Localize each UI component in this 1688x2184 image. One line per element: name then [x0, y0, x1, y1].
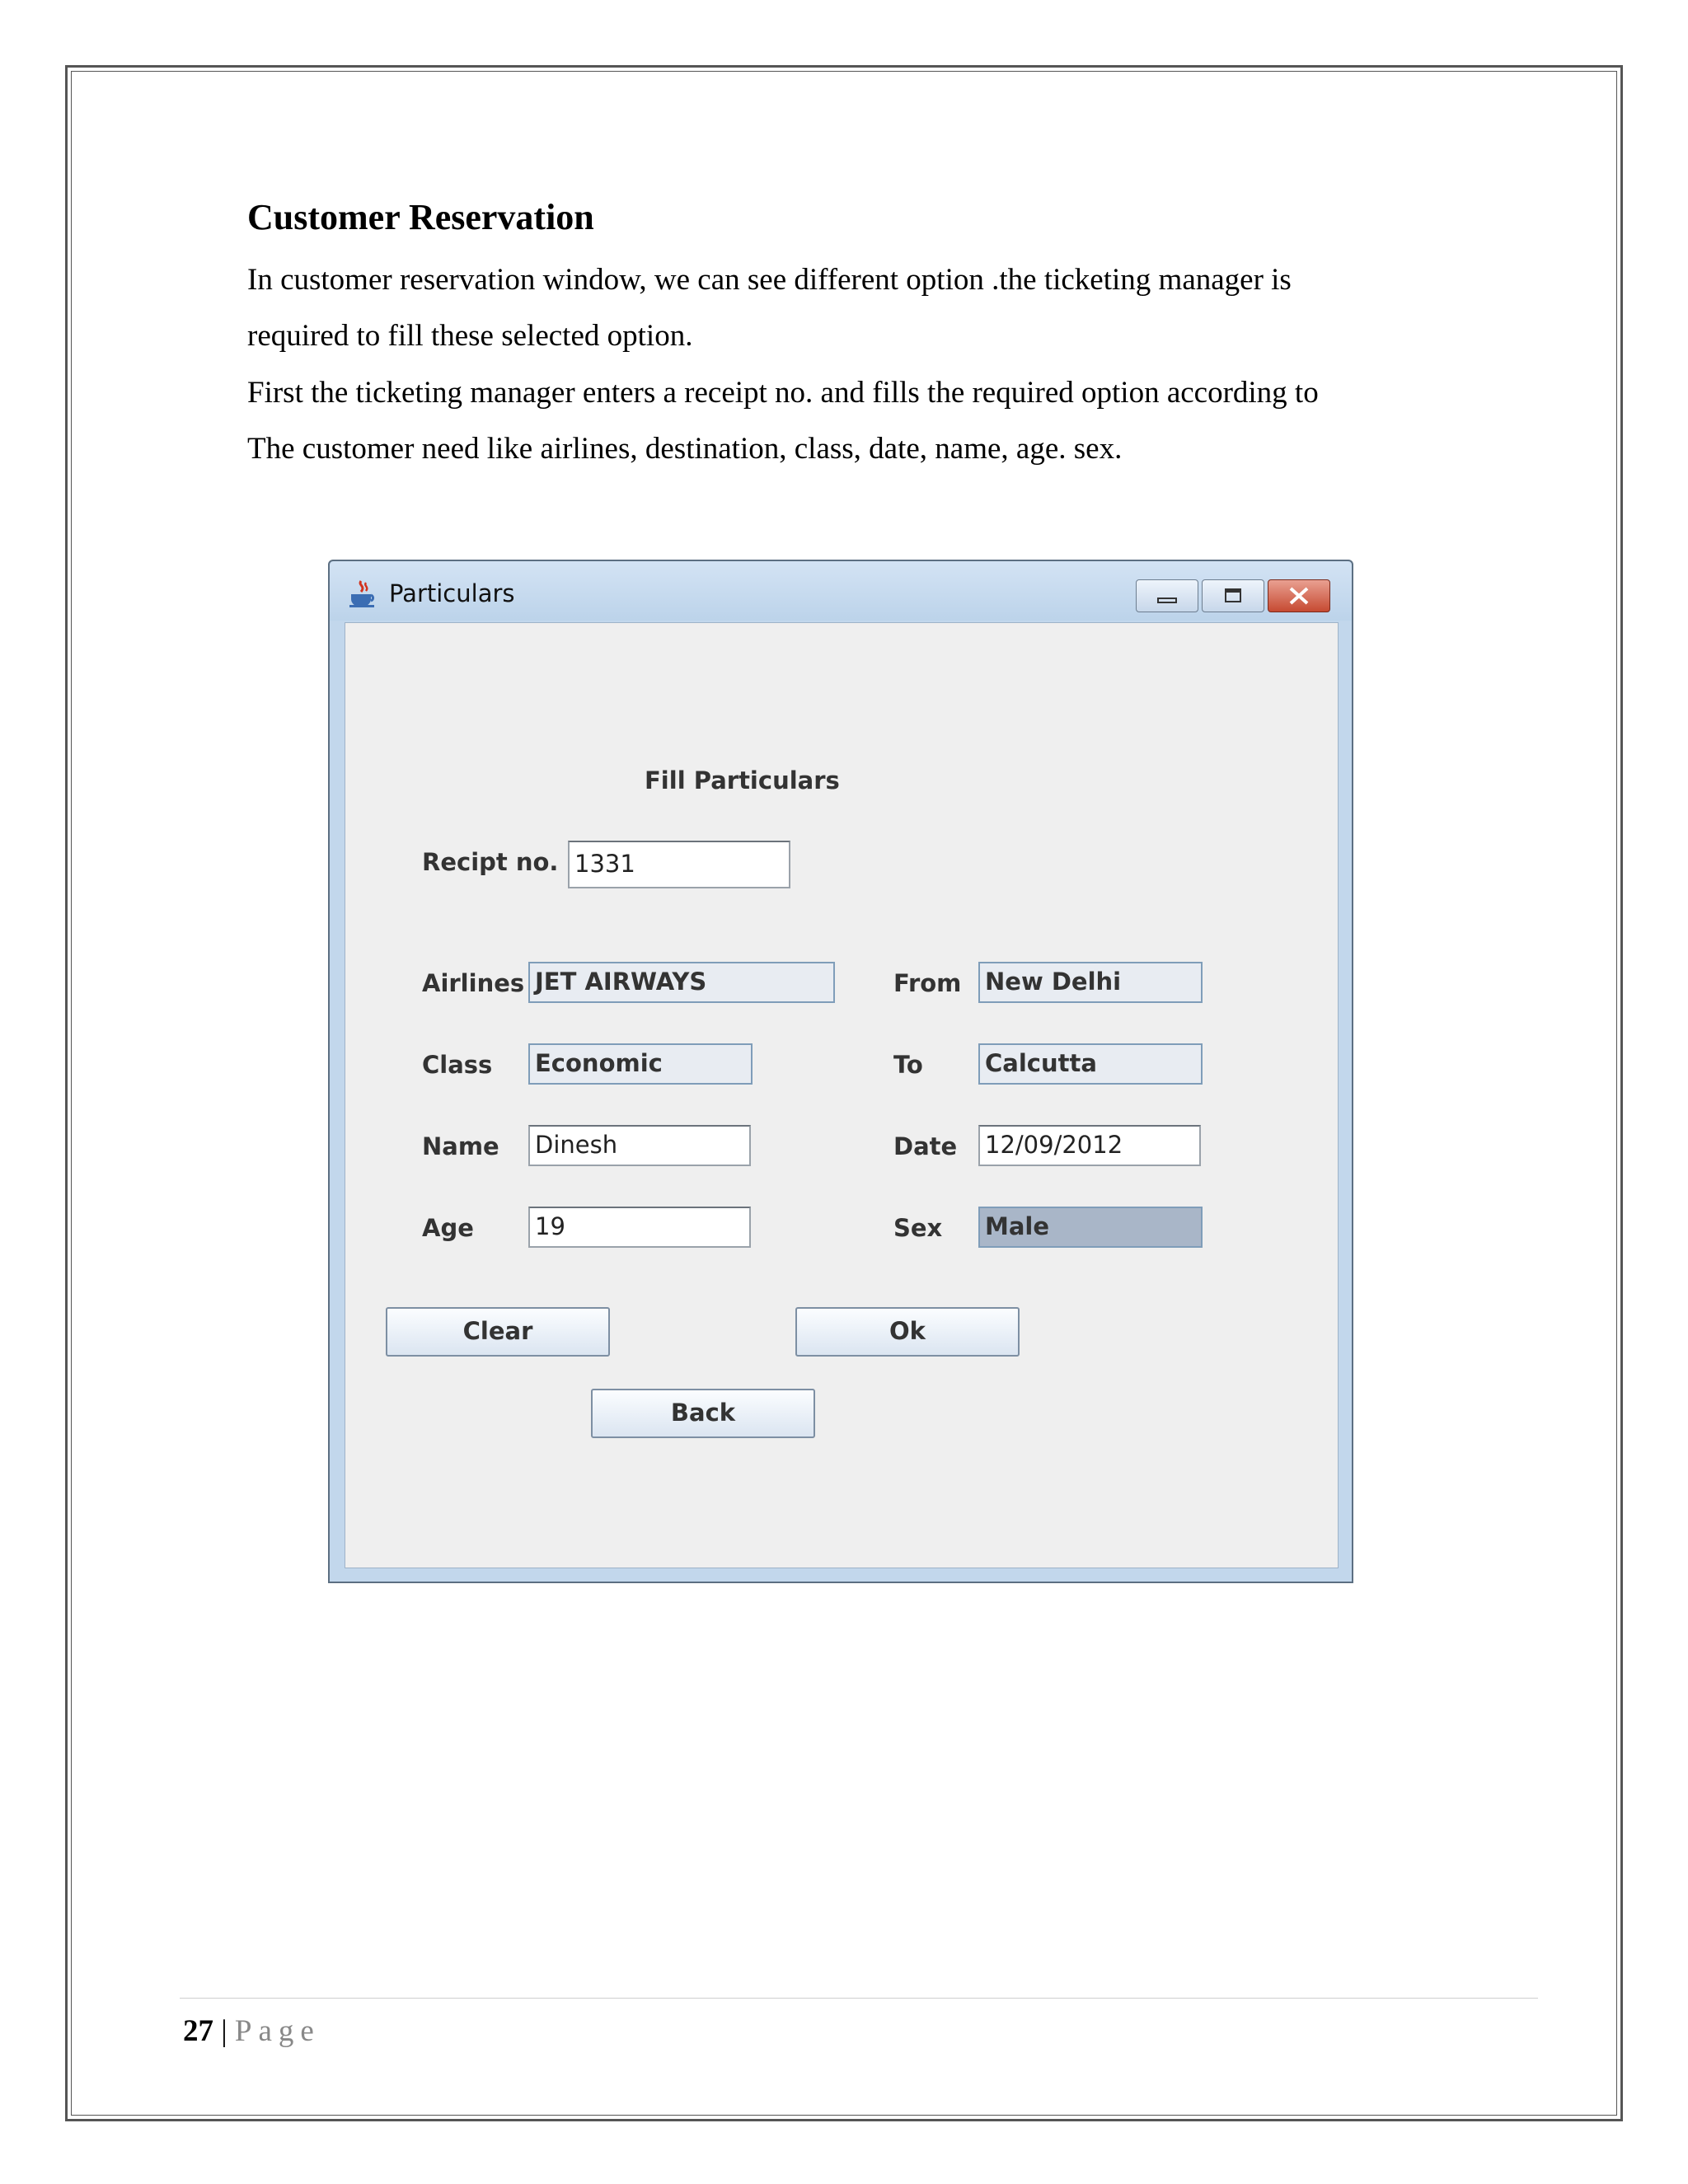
clear-button[interactable]: Clear	[386, 1307, 610, 1357]
window-titlebar[interactable]	[330, 561, 1352, 621]
footer-rule	[180, 1998, 1538, 1999]
date-label: Date	[893, 1132, 958, 1160]
minimize-icon	[1137, 580, 1198, 612]
sex-select[interactable]: Male	[978, 1207, 1203, 1248]
page-word: Page	[234, 2014, 321, 2048]
page-footer	[183, 2013, 321, 2049]
date-input[interactable]: 12/09/2012	[978, 1125, 1201, 1166]
particulars-window	[328, 560, 1353, 1583]
minimize-button[interactable]	[1136, 579, 1198, 612]
to-label: To	[893, 1051, 923, 1079]
name-label: Name	[422, 1132, 499, 1160]
java-cup-icon	[346, 578, 379, 611]
class-select[interactable]: Economic	[528, 1043, 753, 1085]
paragraph-line: In customer reservation window, we can see different option .the ticketing manager is	[247, 263, 1292, 297]
maximize-button[interactable]	[1202, 579, 1264, 612]
class-label: Class	[422, 1051, 493, 1079]
name-input[interactable]: Dinesh	[528, 1125, 751, 1166]
section-heading: Customer Reservation	[247, 197, 594, 237]
window-content	[345, 622, 1339, 1568]
ok-button[interactable]: Ok	[795, 1307, 1020, 1357]
paragraph-line: The customer need like airlines, destination, class, date, name, age. sex.	[247, 432, 1123, 466]
airlines-select[interactable]: JET AIRWAYS	[528, 962, 835, 1003]
receipt-input[interactable]: 1331	[568, 841, 790, 888]
sex-label: Sex	[893, 1214, 943, 1242]
close-button[interactable]	[1268, 579, 1330, 612]
window-title: Particulars	[389, 579, 515, 607]
airlines-label: Airlines	[422, 969, 525, 997]
close-icon	[1268, 580, 1329, 612]
paragraph-line: required to fill these selected option.	[247, 319, 693, 353]
footer-separator: |	[221, 2014, 227, 2048]
from-label: From	[893, 969, 962, 997]
back-button[interactable]: Back	[591, 1389, 815, 1438]
page-number: 27	[183, 2014, 213, 2048]
age-label: Age	[422, 1214, 474, 1242]
to-select[interactable]: Calcutta	[978, 1043, 1203, 1085]
from-select[interactable]: New Delhi	[978, 962, 1203, 1003]
maximize-icon	[1203, 580, 1264, 612]
receipt-label: Recipt no.	[422, 848, 559, 876]
form-title: Fill Particulars	[645, 766, 840, 794]
paragraph-line: First the ticketing manager enters a receipt no. and fills the required option according to	[247, 376, 1319, 410]
age-input[interactable]: 19	[528, 1207, 751, 1248]
